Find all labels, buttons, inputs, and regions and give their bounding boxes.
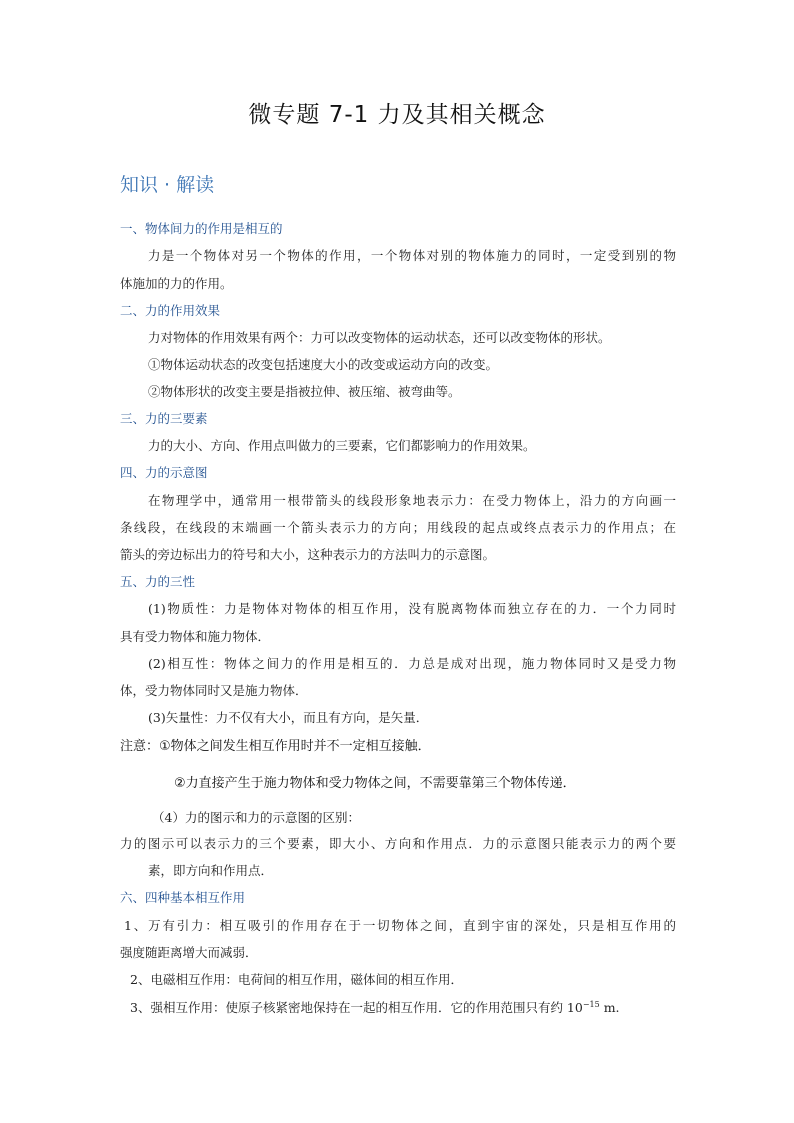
paragraph-line: 素，即方向和作用点． bbox=[148, 863, 274, 878]
paragraph-line: 箭头的旁边标出力的符号和大小，这种表示力的方法叫力的示意图。 bbox=[120, 547, 496, 562]
paragraph-line bbox=[130, 1000, 690, 1016]
paragraph-line: 力是一个物体对另一个物体的作用，一个物体对别的物体施力的同时，一定受到别的物 bbox=[148, 248, 676, 263]
heading-section-5: 五、力的三性 bbox=[120, 574, 196, 589]
paragraph-line: 2、电磁相互作用：电荷间的相互作用，磁体间的相互作用． bbox=[130, 972, 463, 987]
paragraph-line: 体，受力物体同时又是施力物体． bbox=[120, 683, 308, 698]
paragraph-line: 1、万有引力：相互吸引的作用存在于一切物体之间，直到宇宙的深处，只是相互作用的 bbox=[124, 918, 676, 933]
paragraph-line: 体施加的力的作用。 bbox=[120, 276, 233, 291]
paragraph-line: 具有受力物体和施力物体． bbox=[120, 629, 271, 644]
paragraph-text: 3、强相互作用：使原子核紧密地保持在一起的相互作用．它的作用范围只有约 10 bbox=[130, 1000, 583, 1015]
paragraph-line: 强度随距离增大而减弱． bbox=[120, 945, 258, 960]
paragraph-line: (2)相互性：物体之间力的作用是相互的．力总是成对出现，施力物体同时又是受力物 bbox=[148, 656, 676, 671]
note-line: 注意：①物体之间发生相互作用时并不一定相互接触． bbox=[120, 739, 431, 754]
heading-section-4: 四、力的示意图 bbox=[120, 465, 208, 480]
paragraph-line: (1)物质性：力是物体对物体的相互作用，没有脱离物体而独立存在的力．一个力同时 bbox=[148, 601, 676, 616]
paragraph-line: 力的大小、方向、作用点叫做力的三要素，它们都影响力的作用效果。 bbox=[148, 438, 536, 453]
paragraph-line: (3)矢量性：力不仅有大小，而且有方向，是矢量． bbox=[148, 710, 429, 725]
heading-section-2: 二、力的作用效果 bbox=[120, 303, 221, 318]
paragraph-line: ①物体运动状态的改变包括速度大小的改变或运动方向的改变。 bbox=[148, 357, 499, 372]
unit-text: m. bbox=[599, 1000, 620, 1015]
heading-section-6: 六、四种基本相互作用 bbox=[120, 890, 246, 905]
page-title: 微专题 7-1 力及其相关概念 bbox=[248, 102, 546, 128]
section-subhead: 知识 · 解读 bbox=[120, 174, 215, 196]
paragraph-line: （4）力的图示和力的示意图的区别： bbox=[152, 810, 360, 825]
paragraph-line: 力的图示可以表示力的三个要素，即大小、方向和作用点．力的示意图只能表示力的两个要 bbox=[120, 836, 676, 851]
note-line: ②力直接产生于施力物体和受力物体之间，不需要靠第三个物体传递． bbox=[174, 776, 576, 791]
exponent: −15 bbox=[582, 999, 600, 1009]
heading-section-1: 一、物体间力的作用是相互的 bbox=[120, 221, 283, 236]
paragraph-line: 力对物体的作用效果有两个：力可以改变物体的运动状态，还可以改变物体的形状。 bbox=[148, 330, 611, 345]
paragraph-line: ②物体形状的改变主要是指被拉伸、被压缩、被弯曲等。 bbox=[148, 384, 461, 399]
paragraph-line: 在物理学中，通常用一根带箭头的线段形象地表示力：在受力物体上，沿力的方向画一 bbox=[148, 493, 676, 508]
heading-section-3: 三、力的三要素 bbox=[120, 411, 208, 426]
paragraph-line: 条线段，在线段的末端画一个箭头表示力的方向；用线段的起点或终点表示力的作用点；在 bbox=[120, 520, 676, 535]
